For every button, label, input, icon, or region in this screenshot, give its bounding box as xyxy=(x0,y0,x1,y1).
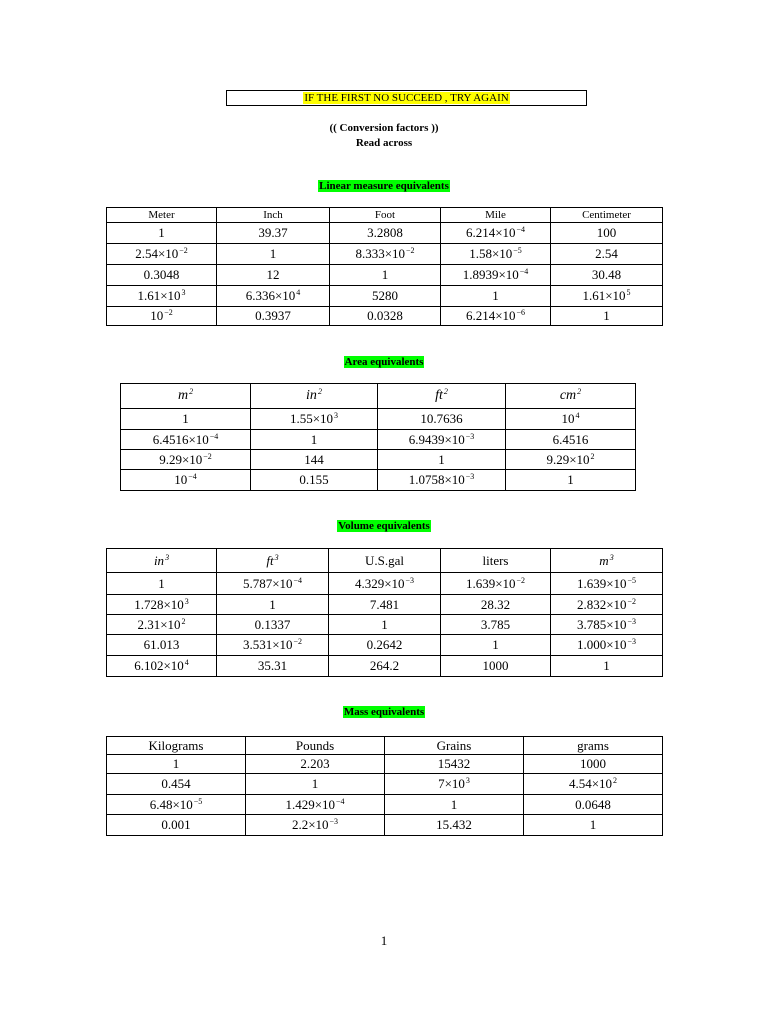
table-cell xyxy=(385,815,524,836)
cell-value: 15.432 xyxy=(436,817,472,832)
cell-value: 6.48×10 xyxy=(149,796,193,812)
table-cell xyxy=(217,286,330,307)
cell-value: 35.31 xyxy=(257,658,288,673)
table-cell xyxy=(251,430,378,450)
column-header xyxy=(551,549,663,573)
cell-value: ft xyxy=(435,388,443,403)
cell-exponent: −4 xyxy=(293,575,303,585)
table-cell xyxy=(107,774,246,795)
table-row xyxy=(107,656,663,677)
table-cell xyxy=(441,656,551,677)
section-heading-mass xyxy=(0,706,768,719)
cell-value: 1.8939×10 xyxy=(462,267,519,282)
cell-exponent: 3 xyxy=(334,411,339,420)
cell-value: 2.203 xyxy=(300,756,330,771)
table-cell xyxy=(107,244,217,265)
table-cell xyxy=(551,595,663,615)
table-cell xyxy=(246,795,385,815)
table-row xyxy=(107,244,663,265)
cell-value: 9.29×10 xyxy=(546,451,590,467)
cell-value: 10 xyxy=(561,411,575,426)
cell-value: 1000 xyxy=(482,658,509,673)
cell-exponent: 4 xyxy=(296,288,301,297)
motto-banner xyxy=(226,90,587,106)
cell-value: 1 xyxy=(589,817,597,832)
table-row xyxy=(121,409,636,430)
cell-exponent: 4 xyxy=(184,658,189,667)
cell-value: 6.102×10 xyxy=(134,658,184,673)
column-header xyxy=(217,208,330,223)
table-cell xyxy=(551,615,663,635)
cell-exponent: 3 xyxy=(184,596,189,606)
cell-value: 6.9439×10 xyxy=(408,431,465,447)
table-cell xyxy=(441,244,551,265)
table-cell xyxy=(121,430,251,450)
table-row xyxy=(107,573,663,595)
cell-value: 0.001 xyxy=(161,817,191,832)
cell-value: 2.54 xyxy=(595,246,618,261)
cell-value: Centimeter xyxy=(582,209,631,221)
cell-value: 6.336×10 xyxy=(245,288,296,303)
cell-value: Inch xyxy=(263,209,283,221)
table-cell xyxy=(246,774,385,795)
cell-value: 0.0328 xyxy=(367,308,403,323)
cell-value: 1.429×10 xyxy=(285,796,336,812)
table-cell xyxy=(107,815,246,836)
column-header xyxy=(524,737,663,755)
table-cell xyxy=(329,635,441,656)
cell-exponent: 2 xyxy=(577,387,582,396)
table-cell xyxy=(246,815,385,836)
table-cell xyxy=(329,595,441,615)
section-heading-text: Area equivalents xyxy=(344,356,424,368)
cell-value: cm xyxy=(559,388,577,403)
table-row xyxy=(107,774,663,795)
column-header xyxy=(385,737,524,755)
column-header xyxy=(217,549,329,573)
cell-exponent: 3 xyxy=(609,552,614,562)
cell-value: 0.155 xyxy=(299,472,329,487)
cell-value: 6.4516 xyxy=(552,431,589,447)
table-row xyxy=(121,470,636,491)
table-cell xyxy=(441,635,551,656)
cell-value: grams xyxy=(577,737,609,753)
cell-value: 2.31×10 xyxy=(137,616,181,632)
section-heading-area xyxy=(0,356,768,369)
column-header xyxy=(506,384,636,409)
cell-value: 28.32 xyxy=(480,596,511,612)
cell-value: liters xyxy=(482,552,509,568)
column-header xyxy=(246,737,385,755)
cell-value: 1 xyxy=(603,658,610,673)
cell-exponent: −3 xyxy=(627,637,637,646)
cell-exponent: 4 xyxy=(575,411,580,420)
cell-value: m xyxy=(599,552,609,568)
cell-value: 4.54×10 xyxy=(568,776,613,791)
cell-value: 100 xyxy=(596,225,617,240)
cell-value: 5280 xyxy=(372,288,398,303)
table-row xyxy=(107,265,663,286)
table-row xyxy=(107,635,663,656)
table-cell xyxy=(551,656,663,677)
table-cell xyxy=(246,755,385,774)
cell-value: 0.0648 xyxy=(575,796,611,812)
mass-table xyxy=(106,736,663,836)
column-header xyxy=(251,384,378,409)
cell-value: 264.2 xyxy=(369,658,400,673)
cell-exponent: 5 xyxy=(626,288,631,297)
cell-value: 144 xyxy=(304,451,324,467)
cell-value: 1.0758×10 xyxy=(408,472,465,487)
column-header xyxy=(551,208,663,223)
table-cell xyxy=(329,573,441,595)
cell-exponent: 2 xyxy=(189,387,194,396)
table-row xyxy=(107,755,663,774)
cell-value: 3.2808 xyxy=(367,225,403,240)
table-cell xyxy=(217,595,329,615)
cell-value: 1 xyxy=(158,575,165,591)
table-cell xyxy=(441,286,551,307)
column-header xyxy=(330,208,441,223)
table-cell xyxy=(378,470,506,491)
table-cell xyxy=(217,573,329,595)
table-cell xyxy=(107,307,217,326)
cell-value: 1 xyxy=(438,451,445,467)
table-cell xyxy=(551,573,663,595)
cell-exponent: −2 xyxy=(516,575,526,585)
section-heading-text: Linear measure equivalents xyxy=(319,180,449,192)
document-title: (( Conversion factors )) xyxy=(329,122,439,134)
table-cell xyxy=(217,223,330,244)
table-cell xyxy=(107,615,217,635)
table-cell xyxy=(107,656,217,677)
table-row xyxy=(121,430,636,450)
cell-exponent: 3 xyxy=(274,552,279,562)
cell-value: 3.785 xyxy=(480,616,511,632)
table-cell xyxy=(551,244,663,265)
cell-value: 1.639×10 xyxy=(465,575,516,591)
table-row xyxy=(107,307,663,326)
table-cell xyxy=(251,470,378,491)
cell-value: 1.639×10 xyxy=(576,575,627,591)
cell-value: 1 xyxy=(269,596,276,612)
cell-exponent: 2 xyxy=(613,776,618,785)
section-heading-linear xyxy=(0,180,768,193)
cell-value: 6.214×10 xyxy=(465,308,516,323)
cell-value: 1 xyxy=(567,472,574,487)
table-cell xyxy=(217,615,329,635)
table-cell xyxy=(217,265,330,286)
cell-value: 1 xyxy=(450,796,458,812)
table-cell xyxy=(524,815,663,836)
cell-exponent: −2 xyxy=(627,596,637,606)
table-cell xyxy=(441,307,551,326)
cell-value: 0.3937 xyxy=(255,308,291,323)
table-cell xyxy=(378,430,506,450)
table-cell xyxy=(385,774,524,795)
cell-value: 1000 xyxy=(580,756,606,771)
table-cell xyxy=(551,635,663,656)
cell-exponent: −3 xyxy=(465,431,475,441)
cell-exponent: −3 xyxy=(329,817,339,826)
cell-value: Foot xyxy=(374,209,396,221)
table-cell xyxy=(217,635,329,656)
table-row xyxy=(107,795,663,815)
cell-exponent: −4 xyxy=(209,431,219,441)
cell-value: 3.531×10 xyxy=(242,637,293,652)
cell-value: 1 xyxy=(269,246,277,261)
cell-value: 61.013 xyxy=(143,637,180,652)
volume-table xyxy=(106,548,663,677)
section-heading-volume xyxy=(0,520,768,533)
motto-text: IF THE FIRST NO SUCCEED , TRY AGAIN xyxy=(304,92,509,104)
cell-exponent: −3 xyxy=(627,616,637,626)
cell-exponent: −4 xyxy=(336,796,345,806)
column-header xyxy=(441,208,551,223)
cell-value: 1 xyxy=(492,288,499,303)
table-cell xyxy=(551,307,663,326)
cell-value: 1.61×10 xyxy=(137,288,181,303)
cell-value: ft xyxy=(266,552,274,568)
cell-value: 12 xyxy=(266,267,280,282)
cell-value: 5.787×10 xyxy=(242,575,293,591)
cell-exponent: −2 xyxy=(179,246,188,255)
cell-value: 1.55×10 xyxy=(289,411,334,426)
table-cell xyxy=(378,409,506,430)
cell-exponent: −4 xyxy=(188,472,197,481)
table-row xyxy=(107,615,663,635)
cell-value: 1 xyxy=(492,637,499,652)
cell-value: 1.000×10 xyxy=(576,637,627,652)
cell-exponent: 2 xyxy=(181,616,186,626)
table-cell xyxy=(551,265,663,286)
table-cell xyxy=(217,244,330,265)
table-cell xyxy=(217,307,330,326)
header-row xyxy=(121,384,636,409)
area-table xyxy=(120,383,636,491)
table-row xyxy=(107,223,663,244)
cell-value: Pounds xyxy=(295,737,335,753)
cell-exponent: 3 xyxy=(181,288,186,297)
cell-exponent: −2 xyxy=(203,451,212,461)
cell-value: 0.454 xyxy=(161,776,191,791)
cell-value: Meter xyxy=(148,209,175,221)
table-cell xyxy=(251,450,378,470)
table-cell xyxy=(385,795,524,815)
table-cell xyxy=(107,265,217,286)
header-row xyxy=(107,549,663,573)
table-cell xyxy=(378,450,506,470)
table-cell xyxy=(506,430,636,450)
table-cell xyxy=(441,265,551,286)
section-heading-text: Mass equivalents xyxy=(343,706,425,718)
section-heading-text: Volume equivalents xyxy=(338,520,430,532)
table-cell xyxy=(107,595,217,615)
table-cell xyxy=(107,223,217,244)
table-cell xyxy=(551,286,663,307)
table-cell xyxy=(330,223,441,244)
cell-value: 1 xyxy=(381,616,388,632)
column-header xyxy=(378,384,506,409)
table-cell xyxy=(441,595,551,615)
linear-measure-table xyxy=(106,207,663,326)
document-subtitle: Read across xyxy=(355,137,413,149)
cell-value: 6.214×10 xyxy=(465,225,516,240)
cell-value: U.S.gal xyxy=(365,552,404,568)
cell-exponent: 3 xyxy=(165,552,170,562)
cell-exponent: 2 xyxy=(317,387,322,396)
header-row xyxy=(107,737,663,755)
cell-exponent: −2 xyxy=(164,308,173,317)
table-cell xyxy=(506,450,636,470)
table-cell xyxy=(385,755,524,774)
table-cell xyxy=(551,223,663,244)
cell-value: 0.3048 xyxy=(143,267,180,282)
cell-value: in xyxy=(306,388,317,403)
table-cell xyxy=(217,656,329,677)
column-header xyxy=(107,208,217,223)
table-cell xyxy=(330,307,441,326)
cell-value: 1.728×10 xyxy=(134,596,184,612)
cell-value: Grains xyxy=(436,737,472,753)
column-header xyxy=(107,737,246,755)
table-cell xyxy=(524,774,663,795)
cell-value: 2.2×10 xyxy=(291,817,329,832)
cell-value: 1 xyxy=(182,411,189,426)
cell-value: 1 xyxy=(381,267,389,282)
table-cell xyxy=(506,409,636,430)
cell-value: 7.481 xyxy=(369,596,400,612)
cell-value: 10 xyxy=(150,308,164,323)
cell-value: 2.832×10 xyxy=(576,596,627,612)
cell-value: 15432 xyxy=(437,756,471,771)
cell-value: 39.37 xyxy=(258,225,288,240)
table-cell xyxy=(506,470,636,491)
cell-exponent: −5 xyxy=(513,246,522,255)
cell-value: Mile xyxy=(485,209,506,221)
cell-value: 10.7636 xyxy=(420,411,463,426)
column-header xyxy=(441,549,551,573)
cell-value: 0.2642 xyxy=(366,637,403,652)
cell-exponent: 2 xyxy=(590,451,595,461)
cell-value: 1 xyxy=(311,776,319,791)
cell-exponent: −6 xyxy=(516,308,526,317)
table-cell xyxy=(107,286,217,307)
cell-value: 1 xyxy=(158,225,165,240)
cell-exponent: 2 xyxy=(443,387,448,396)
cell-exponent: −4 xyxy=(516,225,526,234)
cell-value: m xyxy=(177,388,189,403)
cell-exponent: −5 xyxy=(193,796,203,806)
table-cell xyxy=(441,573,551,595)
cell-exponent: −2 xyxy=(293,637,303,646)
table-row xyxy=(107,286,663,307)
cell-exponent: −3 xyxy=(465,472,475,481)
column-header xyxy=(107,549,217,573)
cell-exponent: 3 xyxy=(465,776,470,785)
cell-value: 1 xyxy=(172,756,180,771)
table-row xyxy=(107,595,663,615)
table-cell xyxy=(330,286,441,307)
cell-value: 1 xyxy=(603,308,610,323)
table-row xyxy=(107,815,663,836)
table-cell xyxy=(107,795,246,815)
table-cell xyxy=(107,573,217,595)
cell-exponent: −5 xyxy=(627,575,637,585)
table-cell xyxy=(330,244,441,265)
table-cell xyxy=(524,755,663,774)
table-cell xyxy=(441,615,551,635)
table-cell xyxy=(330,265,441,286)
cell-value: 1 xyxy=(310,431,318,447)
table-cell xyxy=(107,755,246,774)
cell-value: Kilograms xyxy=(148,737,204,753)
table-cell xyxy=(329,615,441,635)
cell-value: 7×10 xyxy=(438,776,465,791)
cell-value: 9.29×10 xyxy=(159,451,203,467)
table-cell xyxy=(107,635,217,656)
cell-exponent: −3 xyxy=(405,575,415,585)
cell-value: 1.61×10 xyxy=(582,288,626,303)
table-cell xyxy=(524,795,663,815)
cell-value: 2.54×10 xyxy=(135,246,179,261)
table-cell xyxy=(121,470,251,491)
cell-value: 4.329×10 xyxy=(354,575,405,591)
header-row xyxy=(107,208,663,223)
cell-value: 3.785×10 xyxy=(576,616,627,632)
table-cell xyxy=(251,409,378,430)
table-cell xyxy=(441,223,551,244)
column-header xyxy=(329,549,441,573)
table-cell xyxy=(121,450,251,470)
cell-value: 30.48 xyxy=(591,267,622,282)
cell-exponent: −4 xyxy=(519,267,529,276)
table-cell xyxy=(121,409,251,430)
cell-value: 1.58×10 xyxy=(469,246,513,261)
cell-value: 8.333×10 xyxy=(355,246,406,261)
table-cell xyxy=(329,656,441,677)
table-row xyxy=(121,450,636,470)
cell-exponent: −2 xyxy=(406,246,415,255)
cell-value: 0.1337 xyxy=(254,616,291,632)
cell-value: 10 xyxy=(174,472,188,487)
column-header xyxy=(121,384,251,409)
cell-value: in xyxy=(153,552,165,568)
page-number: 1 xyxy=(380,933,388,948)
cell-value: 6.4516×10 xyxy=(152,431,209,447)
